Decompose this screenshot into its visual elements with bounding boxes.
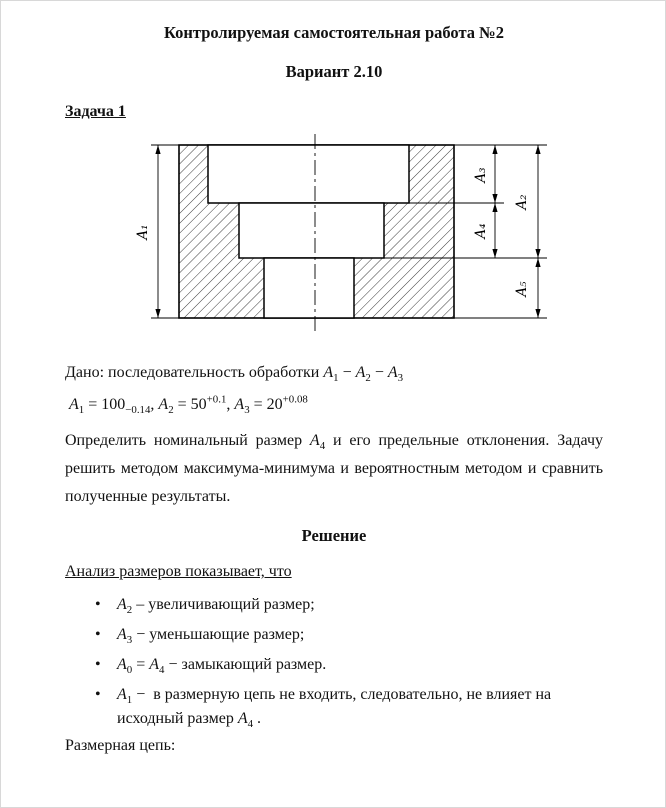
top-recess	[208, 145, 409, 203]
list-item-text: $A_0 = A_4$ − замыкающий размер.	[117, 656, 327, 677]
drawing-svg	[133, 131, 578, 349]
dim-label-a1: A₁	[135, 224, 151, 240]
dimension-a1	[151, 145, 179, 318]
arrowhead-icon	[492, 203, 497, 212]
arrowhead-icon	[155, 145, 160, 154]
list-item-text: $A_2$ – увеличивающий размер;	[117, 596, 315, 617]
arrowhead-icon	[535, 249, 540, 258]
analysis-line	[65, 563, 603, 581]
bullet-marker: •	[95, 686, 101, 703]
technical-drawing	[133, 131, 603, 349]
bottom-hole	[264, 258, 354, 318]
arrowhead-icon	[492, 194, 497, 203]
list-item	[65, 593, 603, 617]
arrowhead-icon	[535, 309, 540, 318]
given-line: Дано: последовательность обработки $A_1 - A_2 - A_3$	[65, 364, 404, 385]
part-section	[179, 145, 454, 318]
list-item	[65, 623, 603, 647]
list-item-text: $A_1 - в$ размерную цепь не входить, следовательно, не влияет на исходный размер $A_4$ .	[117, 686, 552, 731]
dim-label-a4: A₄	[473, 223, 489, 239]
list-item	[65, 653, 603, 677]
solution-heading: Решение	[301, 526, 367, 545]
task-1-heading: Задача 1	[65, 103, 126, 120]
bullet-marker: •	[95, 626, 101, 643]
list-item-text: $A_3$ − уменьшающие размер;	[117, 626, 305, 647]
document-title: Контролируемая самостоятельная работа №2	[164, 23, 504, 42]
arrowhead-icon	[492, 145, 497, 154]
variant-heading: Вариант 2.10	[285, 62, 383, 81]
bullet-marker: •	[95, 656, 101, 673]
dim-label-a3: A₃	[473, 167, 489, 183]
dimension-values-line: $A_1 = 100_{-0.14}$, $A_2 = 50^{+0.1}$, $A_3 = 20^{+0.08}$	[69, 393, 308, 417]
dim-label-a2: A₂	[514, 194, 530, 210]
arrowhead-icon	[492, 249, 497, 258]
arrowhead-icon	[535, 258, 540, 267]
task-statement: Определить номинальный размер $A_4$ и его предельные отклонения. Задачу решить методом максимума-минимума и вероятностным методом и сравнить полученные результаты.	[65, 432, 603, 505]
bullet-marker: •	[95, 596, 101, 613]
analysis-text: Анализ размеров показывает, что	[65, 563, 292, 580]
dimension-chain-line: Размерная цепь:	[65, 737, 176, 754]
middle-recess	[239, 203, 384, 258]
arrowhead-icon	[535, 145, 540, 154]
dim-label-a5: A₅	[514, 281, 530, 297]
arrowhead-icon	[155, 309, 160, 318]
list-item	[65, 683, 603, 731]
analysis-list	[65, 593, 603, 731]
